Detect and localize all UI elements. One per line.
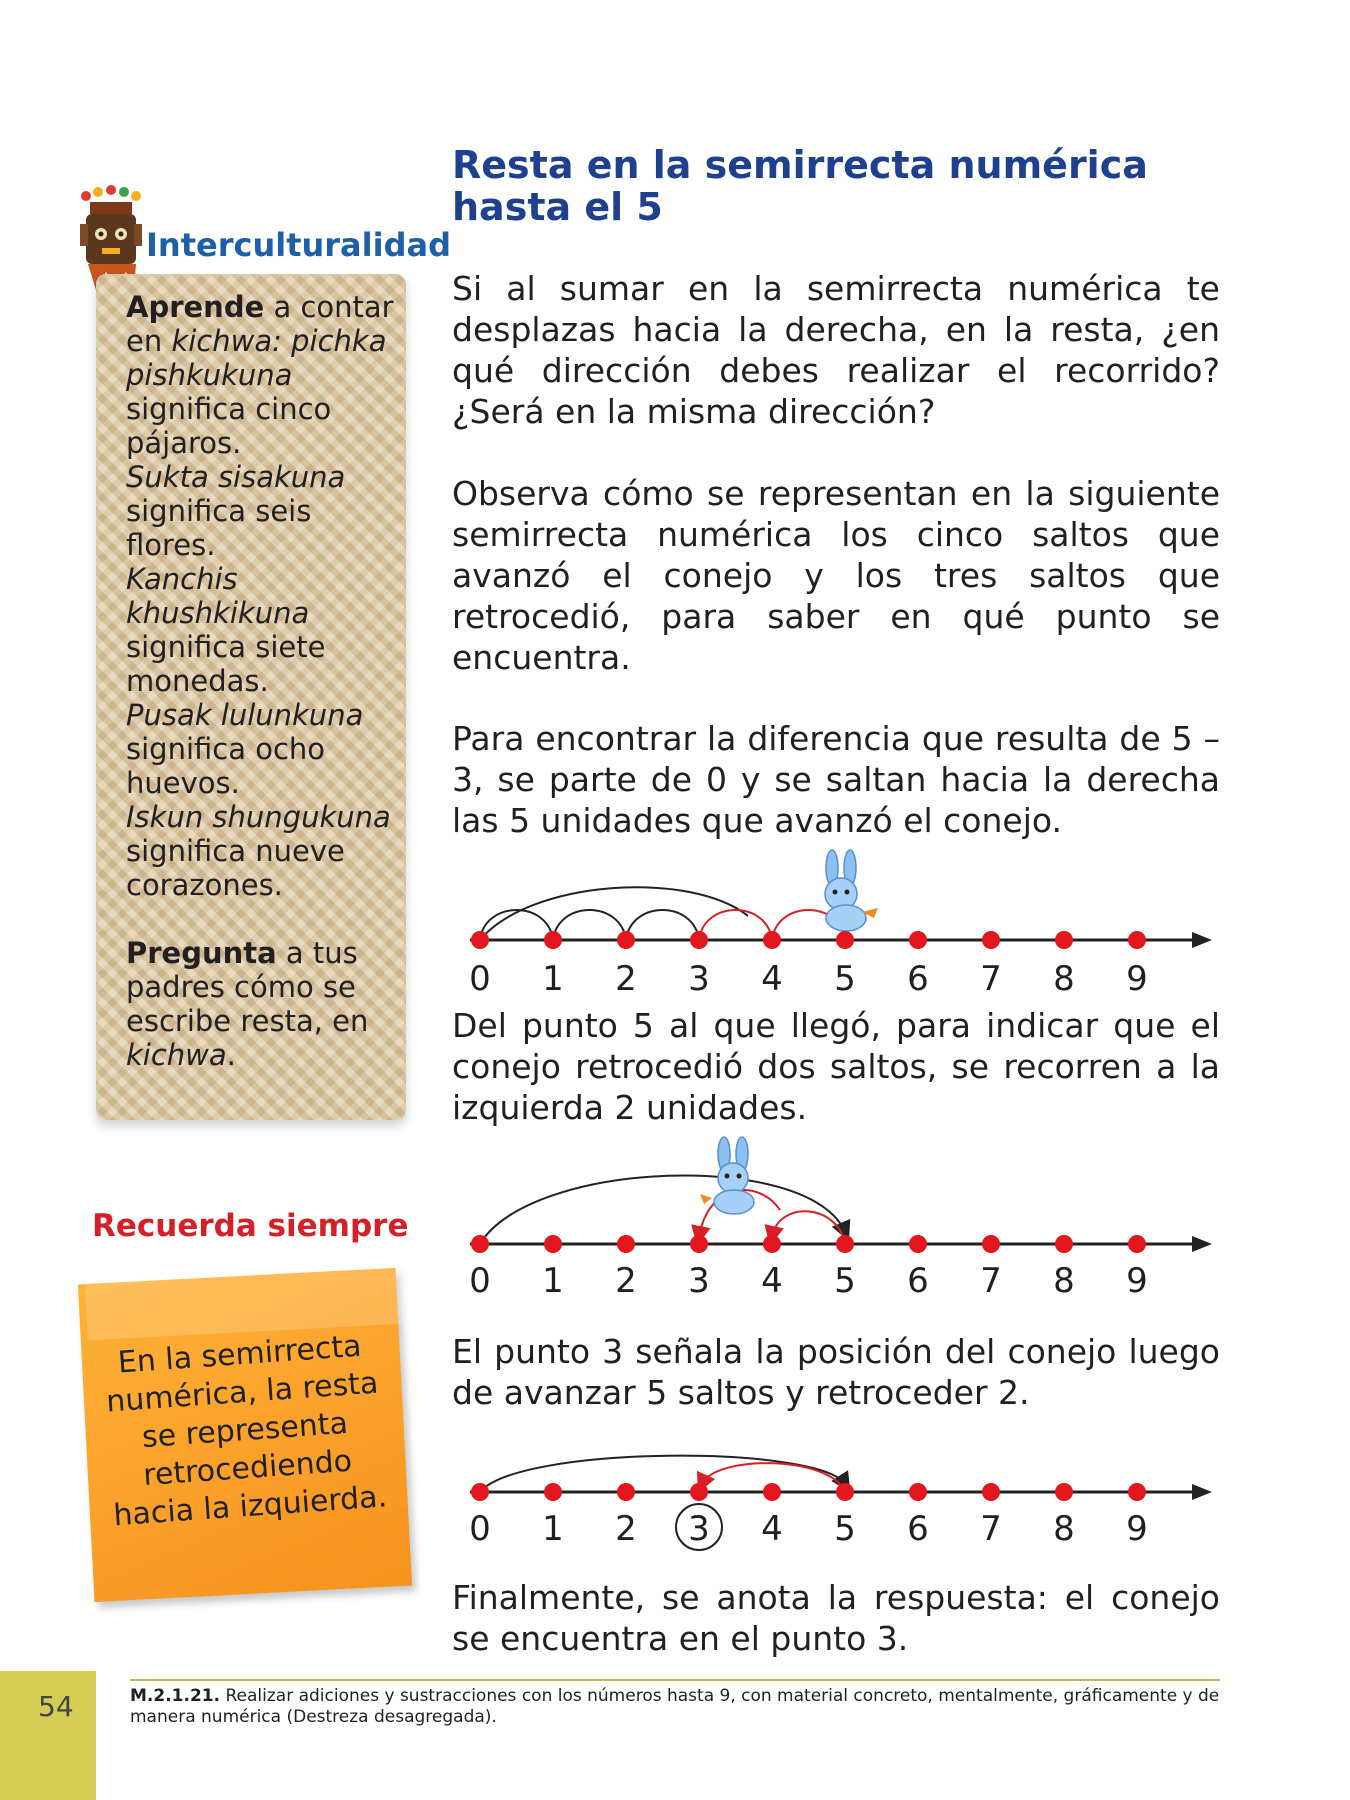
point-0 xyxy=(471,1483,489,1501)
label-8: 8 xyxy=(1053,1261,1075,1301)
point-1 xyxy=(544,1235,562,1253)
point-3 xyxy=(690,931,708,949)
point-8 xyxy=(1055,1235,1073,1253)
label-5: 5 xyxy=(834,1509,856,1549)
point-9 xyxy=(1128,1235,1146,1253)
kichwa-counting-text: Aprende a contar en kichwa: pichka pishkukuna significa cinco pájaros. Sukta sisakuna significa seis flores. Kanchis khushkikuna significa siete monedas. Pusak lulunkuna significa ocho huevos. Iskun shungukuna significa nueve corazones. Pregunta a tus padres cómo se escribe resta, en kichwa. xyxy=(126,290,394,1072)
paragraph-observa: Observa cómo se representan en la siguiente semirrecta numérica los cinco saltos que avanzó el conejo y los tres saltos que retrocedió, para saber en qué punto se encuentra. xyxy=(452,474,1220,677)
label-6: 6 xyxy=(907,1261,929,1301)
arc-0-5 xyxy=(480,887,748,940)
number-line-2 xyxy=(440,1140,1220,1300)
paragraph-intro: Si al sumar en la semirrecta numérica te desplazas hacia la derecha, en la resta, ¿en qué dirección debes realizar el recorrido? ¿Será en la misma dirección? xyxy=(452,269,1220,431)
point-8 xyxy=(1055,1483,1073,1501)
label-0: 0 xyxy=(469,1261,491,1301)
jump-arcs-1 xyxy=(480,887,845,940)
point-4 xyxy=(763,1235,781,1253)
point-5 xyxy=(836,931,854,949)
point-1 xyxy=(544,931,562,949)
skill-code: M.2.1.21. xyxy=(130,1686,221,1706)
axis-arrow xyxy=(1192,1484,1212,1500)
point-2 xyxy=(617,1235,635,1253)
label-1: 1 xyxy=(542,1509,564,1549)
tick-labels-1 xyxy=(469,959,1148,999)
paragraph-diferencia: Para encontrar la diferencia que resulta de 5 – 3, se parte de 0 y se saltan hacia la derecha las 5 unidades que avanzó el conejo. xyxy=(452,719,1220,840)
label-3: 3 xyxy=(688,1261,710,1301)
point-9 xyxy=(1128,1483,1146,1501)
label-6: 6 xyxy=(907,1509,929,1549)
point-2 xyxy=(617,1483,635,1501)
label-1: 1 xyxy=(542,959,564,999)
point-7 xyxy=(982,1483,1000,1501)
label-2: 2 xyxy=(615,959,637,999)
point-5 xyxy=(836,1235,854,1253)
point-3 xyxy=(690,1235,708,1253)
label-8: 8 xyxy=(1053,1509,1075,1549)
point-6 xyxy=(909,931,927,949)
pregunta-bold: Pregunta xyxy=(126,936,277,970)
aprende-bold: Aprende xyxy=(126,290,265,324)
label-0: 0 xyxy=(469,1509,491,1549)
point-4 xyxy=(763,931,781,949)
paragraph-retrocede: Del punto 5 al que llegó, para indicar que el conejo retrocedió dos saltos, se recorren a la izquierda 2 unidades. xyxy=(452,1006,1220,1127)
footer-divider xyxy=(130,1679,1220,1681)
arc-1-2 xyxy=(553,910,626,940)
label-9: 9 xyxy=(1126,1509,1148,1549)
point-9 xyxy=(1128,931,1146,949)
label-9: 9 xyxy=(1126,1261,1148,1301)
point-0 xyxy=(471,1235,489,1253)
label-7: 7 xyxy=(980,1261,1002,1301)
axis-arrow xyxy=(1192,1236,1212,1252)
point-8 xyxy=(1055,931,1073,949)
point-1 xyxy=(544,1483,562,1501)
point-4 xyxy=(763,1483,781,1501)
point-3 xyxy=(690,1483,708,1501)
point-5 xyxy=(836,1483,854,1501)
label-9: 9 xyxy=(1126,959,1148,999)
point-0 xyxy=(471,931,489,949)
paragraph-punto-3: El punto 3 señala la posición del conejo luego de avanzar 5 saltos y retroceder 2. xyxy=(452,1332,1220,1412)
label-0: 0 xyxy=(469,959,491,999)
label-6: 6 xyxy=(907,959,929,999)
label-3: 3 xyxy=(688,959,710,999)
number-line-3 xyxy=(440,1430,1220,1555)
label-1: 1 xyxy=(542,1261,564,1301)
label-2: 2 xyxy=(615,1509,637,1549)
label-2: 2 xyxy=(615,1261,637,1301)
axis-arrow xyxy=(1192,932,1212,948)
label-5: 5 xyxy=(834,959,856,999)
arc-2-3 xyxy=(626,910,699,940)
label-4: 4 xyxy=(761,959,783,999)
point-7 xyxy=(982,1235,1000,1253)
recuerda-heading: Recuerda siempre xyxy=(92,1208,409,1244)
tick-labels-3 xyxy=(469,1509,1148,1549)
point-7 xyxy=(982,931,1000,949)
point-2 xyxy=(617,931,635,949)
sticky-note-text: En la semirrecta numérica, la resta se representa retrocediendo hacia la izquierda. xyxy=(105,1328,389,1534)
interculturalidad-heading: Interculturalidad xyxy=(146,226,451,264)
tick-labels-2 xyxy=(469,1261,1148,1301)
label-3: 3 xyxy=(688,1509,710,1549)
arc-0-1 xyxy=(480,910,553,940)
paragraph-final: Finalmente, se anota la respuesta: el conejo se encuentra en el punto 3. xyxy=(452,1578,1220,1658)
point-6 xyxy=(909,1483,927,1501)
label-7: 7 xyxy=(980,959,1002,999)
arc-3-4 xyxy=(699,910,772,940)
label-4: 4 xyxy=(761,1509,783,1549)
page-number: 54 xyxy=(38,1690,74,1723)
rabbit-1 xyxy=(825,850,878,931)
page-title: Resta en la semirrecta numérica hasta el 5 xyxy=(452,143,1148,229)
skill-footnote: M.2.1.21. Realizar adiciones y sustracciones con los números hasta 9, con material concreto, mentalmente, gráficamente y de manera numérica (Destreza desagregada). xyxy=(130,1686,1220,1727)
number-line-1 xyxy=(440,860,1220,1000)
label-5: 5 xyxy=(834,1261,856,1301)
arc-0-5 xyxy=(480,1456,845,1492)
label-4: 4 xyxy=(761,1261,783,1301)
label-8: 8 xyxy=(1053,959,1075,999)
point-6 xyxy=(909,1235,927,1253)
arc-0-5 xyxy=(480,1175,845,1244)
label-7: 7 xyxy=(980,1509,1002,1549)
